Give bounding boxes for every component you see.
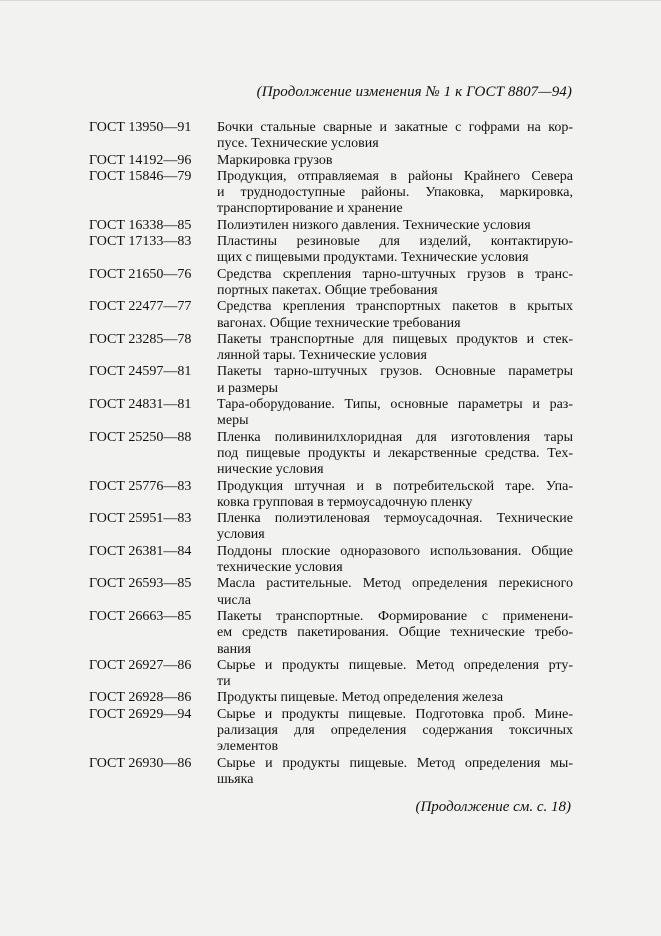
- standard-title-line: числа: [217, 592, 251, 608]
- standard-code: ГОСТ 26663—85: [89, 608, 192, 624]
- standard-row: [89, 267, 573, 300]
- standard-code: ГОСТ 17133—83: [89, 234, 192, 250]
- standard-title-line: Полиэтилен низкого давления. Технические условия: [217, 217, 531, 233]
- standard-row: [89, 234, 573, 267]
- standard-title-line: шьяка: [217, 771, 254, 787]
- standard-title-line: технические условия: [217, 560, 343, 576]
- standard-title-line: меры: [217, 413, 249, 429]
- standard-row: [89, 576, 573, 609]
- standard-title-line: Пакеты тарно-штучных грузов. Основные параметры: [217, 364, 573, 380]
- standard-title: [217, 267, 573, 300]
- standard-title: [217, 430, 573, 479]
- standard-code: ГОСТ 13950—91: [89, 120, 192, 135]
- standard-title-line: рализация для определения содержания токсичных: [217, 722, 573, 738]
- standard-title-line: пусе. Технические условия: [217, 136, 379, 152]
- standard-title: [217, 609, 573, 658]
- standard-title: [217, 707, 573, 756]
- page-footer: (Продолжение см. с. 18): [415, 799, 571, 815]
- standard-title-line: Продукция, отправляемая в районы Крайнего Севера: [217, 168, 573, 184]
- standard-title: [217, 544, 573, 577]
- standard-title: [217, 690, 573, 706]
- standard-title-line: транспортирование и хранение: [217, 201, 403, 217]
- standard-code: ГОСТ 26930—86: [89, 755, 192, 771]
- standard-title-line: Пленка поливинилхлоридная для изготовления тары: [217, 429, 573, 445]
- standard-title-line: Продукция штучная и в потребительской таре. Упа-: [217, 478, 573, 494]
- standard-title-line: ем средств пакетирования. Общие технические требо-: [217, 625, 573, 641]
- standard-code: ГОСТ 26927—86: [89, 657, 192, 673]
- standard-code: ГОСТ 26593—85: [89, 576, 192, 592]
- standard-title-line: ти: [217, 674, 231, 690]
- standard-code: ГОСТ 16338—85: [89, 217, 192, 233]
- standard-title: [217, 479, 573, 512]
- standard-title: [217, 332, 573, 365]
- standard-code: ГОСТ 24831—81: [89, 397, 192, 413]
- standard-title-line: Пакеты транспортные для пищевых продуктов и стек-: [217, 331, 573, 347]
- standard-code: ГОСТ 23285—78: [89, 331, 192, 347]
- standard-title-line: Сырье и продукты пищевые. Подготовка проб. Мине-: [217, 706, 573, 722]
- standard-row: [89, 609, 573, 658]
- standard-code: ГОСТ 25776—83: [89, 478, 192, 494]
- standard-title: [217, 153, 573, 169]
- standard-code: ГОСТ 26381—84: [89, 543, 192, 559]
- standard-code: ГОСТ 25951—83: [89, 511, 192, 527]
- standard-code: ГОСТ 22477—77: [89, 299, 192, 315]
- standard-row: [89, 120, 573, 153]
- standard-row: [89, 511, 573, 544]
- standard-row: [89, 332, 573, 365]
- standard-code: ГОСТ 21650—76: [89, 266, 192, 282]
- standards-list: [89, 120, 573, 788]
- standard-title-line: Средства крепления транспортных пакетов в крытых: [217, 299, 573, 315]
- standard-row: [89, 364, 573, 397]
- standard-row: [89, 690, 573, 706]
- standard-row: [89, 707, 573, 756]
- standard-row: [89, 544, 573, 577]
- standard-code: ГОСТ 15846—79: [89, 168, 192, 184]
- standard-row: [89, 153, 573, 169]
- standard-title-line: Средства скрепления тарно-штучных грузов в транс-: [217, 266, 573, 282]
- standard-title-line: нические условия: [217, 462, 324, 478]
- standard-code: ГОСТ 26928—86: [89, 690, 192, 706]
- standard-title: [217, 397, 573, 430]
- standard-title-line: Бочки стальные сварные и закатные с гофрами на кор-: [217, 120, 573, 135]
- standard-row: [89, 658, 573, 691]
- standard-title: [217, 576, 573, 609]
- standard-title: [217, 120, 573, 153]
- standard-title-line: Тара-оборудование. Типы, основные параметры и раз-: [217, 397, 573, 413]
- standard-row: [89, 169, 573, 218]
- standard-title: [217, 511, 573, 544]
- standard-title: [217, 169, 573, 218]
- standard-title-line: Маркировка грузов: [217, 152, 333, 168]
- standard-title-line: условия: [217, 527, 265, 543]
- standard-title: [217, 218, 573, 234]
- standard-title-line: Сырье и продукты пищевые. Метод определения мы-: [217, 755, 573, 771]
- standard-title-line: и труднодоступные районы. Упаковка, маркировка,: [217, 185, 573, 201]
- standard-row: [89, 218, 573, 234]
- standard-code: ГОСТ 26929—94: [89, 706, 192, 722]
- standard-title-line: Пластины резиновые для изделий, контактирую-: [217, 234, 573, 250]
- standard-title-line: лянной тары. Технические условия: [217, 348, 427, 364]
- standard-title-line: Поддоны плоские одноразового использования. Общие: [217, 543, 573, 559]
- standard-title: [217, 658, 573, 691]
- standard-title-line: вания: [217, 641, 252, 657]
- standard-row: [89, 299, 573, 332]
- standard-row: [89, 756, 573, 789]
- standard-title: [217, 299, 573, 332]
- standard-row: [89, 479, 573, 512]
- standard-title-line: элементов: [217, 739, 279, 755]
- standard-title: [217, 364, 573, 397]
- standard-title: [217, 756, 573, 789]
- standard-title-line: Пакеты транспортные. Формирование с применени-: [217, 608, 573, 624]
- standard-title-line: Продукты пищевые. Метод определения железа: [217, 690, 504, 706]
- standard-title-line: щих с пищевыми продуктами. Технические условия: [217, 250, 529, 266]
- standard-row: [89, 430, 573, 479]
- standard-title-line: вагонах. Общие технические требования: [217, 315, 461, 331]
- standard-title-line: Масла растительные. Метод определения перекисного: [217, 576, 573, 592]
- page-header: (Продолжение изменения № 1 к ГОСТ 8807—94): [256, 84, 572, 100]
- standard-row: [89, 397, 573, 430]
- standard-title-line: портных пакетах. Общие требования: [217, 282, 438, 298]
- standard-title: [217, 234, 573, 267]
- standard-title-line: Пленка полиэтиленовая термоусадочная. Технические: [217, 511, 573, 527]
- standard-code: ГОСТ 24597—81: [89, 364, 192, 380]
- standard-title-line: под пищевые продукты и лекарственные средства. Тех-: [217, 445, 573, 461]
- standard-code: ГОСТ 14192—96: [89, 152, 192, 168]
- standard-title-line: ковка групповая в термоусадочную пленку: [217, 494, 473, 510]
- standard-code: ГОСТ 25250—88: [89, 429, 192, 445]
- standard-title-line: и размеры: [217, 380, 279, 396]
- standard-title-line: Сырье и продукты пищевые. Метод определения рту-: [217, 657, 573, 673]
